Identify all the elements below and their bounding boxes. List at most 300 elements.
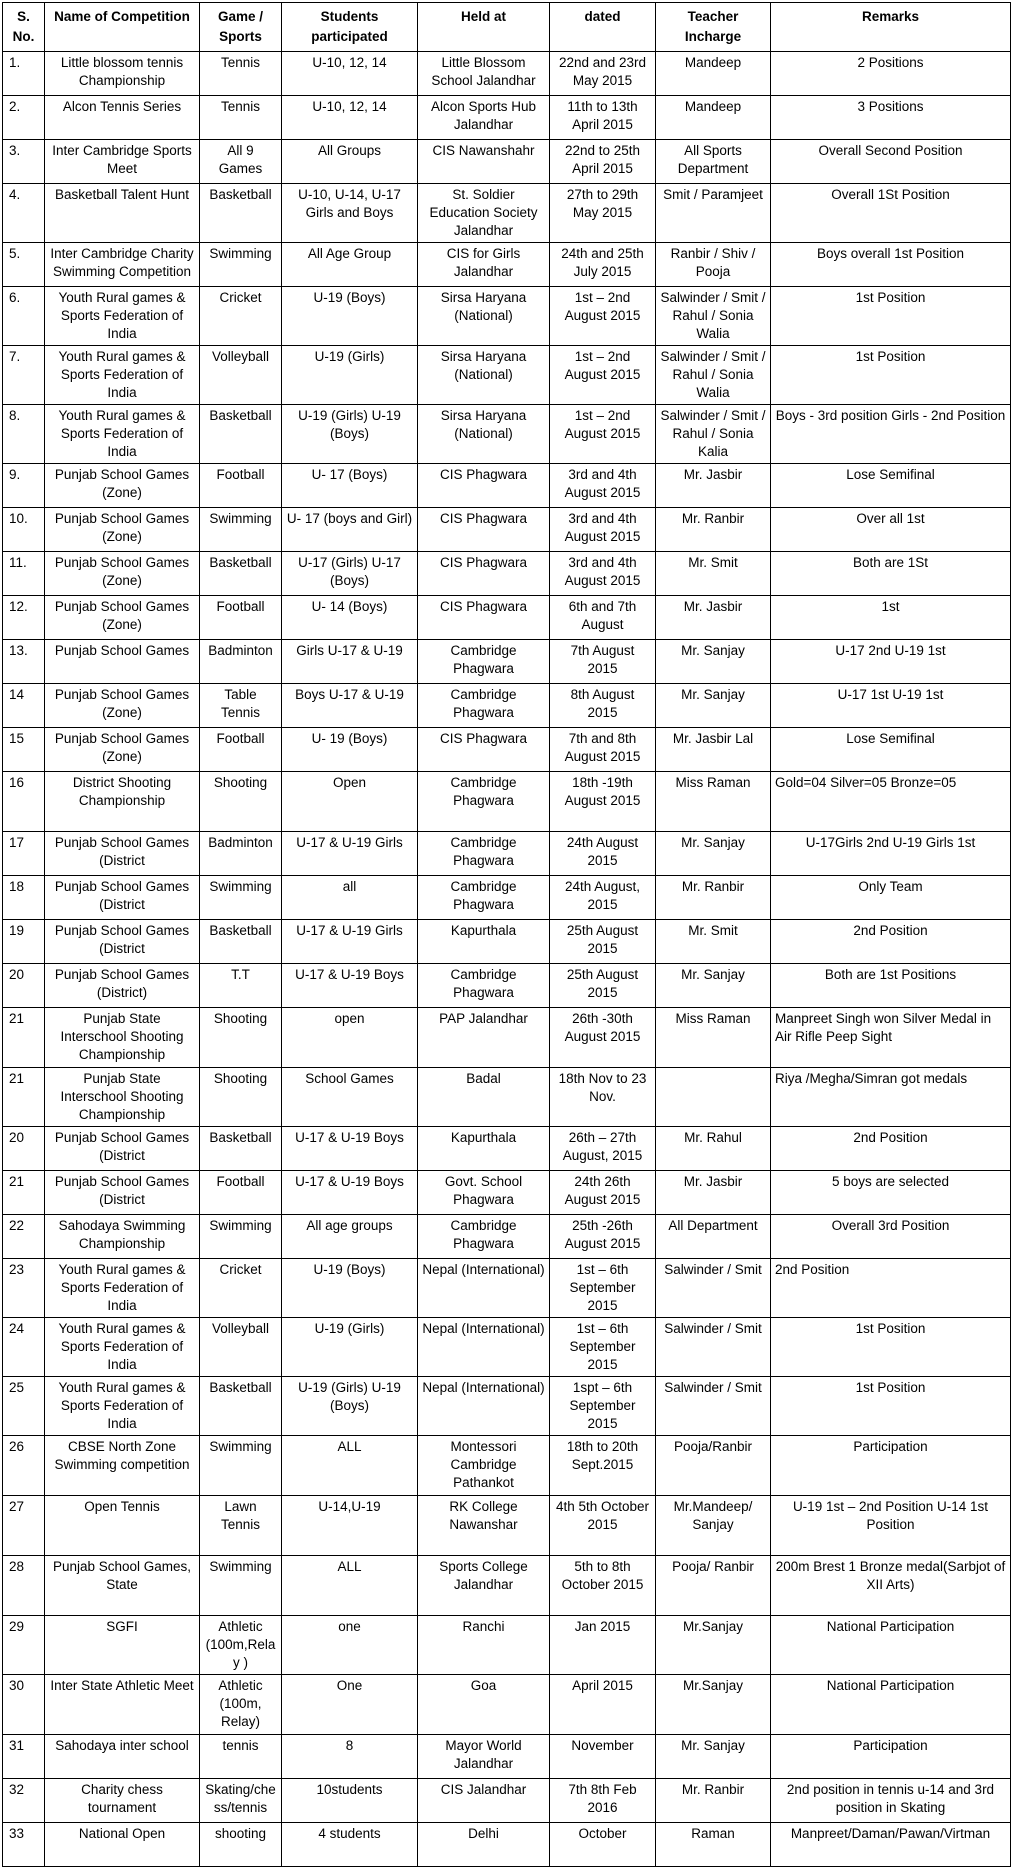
cell-sno: 3.: [3, 140, 45, 184]
cell-date: 1st – 2nd August 2015: [550, 405, 656, 464]
cell-date: 18th Nov to 23 Nov.: [550, 1068, 656, 1127]
cell-competition-name: District Shooting Championship: [45, 772, 200, 832]
cell-sno: 20: [3, 964, 45, 1008]
cell-remarks: Manpreet/Daman/Pawan/Virtman: [771, 1823, 1011, 1867]
cell-venue: Badal: [418, 1068, 550, 1127]
cell-students: U-17 & U-19 Boys: [282, 1127, 418, 1171]
cell-sno: 15: [3, 728, 45, 772]
cell-date: 25th August 2015: [550, 920, 656, 964]
cell-sno: 12.: [3, 596, 45, 640]
table-row: [3, 243, 1011, 287]
cell-competition-name: Punjab School Games (Zone): [45, 596, 200, 640]
table-row: [3, 1377, 1011, 1436]
cell-competition-name: Youth Rural games & Sports Federation of India: [45, 287, 200, 346]
table-row: [3, 772, 1011, 832]
cell-competition-name: Inter Cambridge Charity Swimming Competition: [45, 243, 200, 287]
cell-remarks: 2nd position in tennis u-14 and 3rd position in Skating: [771, 1779, 1011, 1823]
cell-venue: CIS Phagwara: [418, 464, 550, 508]
cell-competition-name: SGFI: [45, 1616, 200, 1675]
cell-sno: 17: [3, 832, 45, 876]
cell-competition-name: Punjab School Games (District: [45, 832, 200, 876]
table-row: [3, 876, 1011, 920]
cell-remarks: National Participation: [771, 1616, 1011, 1675]
cell-venue: Nepal (International): [418, 1377, 550, 1436]
cell-students: open: [282, 1008, 418, 1068]
cell-sno: 24: [3, 1318, 45, 1377]
header-cell: dated: [550, 3, 656, 52]
cell-remarks: 2nd Position: [771, 1259, 1011, 1318]
cell-remarks: 1st Position: [771, 346, 1011, 405]
cell-date: 6th and 7th August: [550, 596, 656, 640]
cell-game: Shooting: [200, 1068, 282, 1127]
cell-sno: 8.: [3, 405, 45, 464]
cell-sno: 11.: [3, 552, 45, 596]
cell-game: Swimming: [200, 1436, 282, 1496]
cell-sno: 14: [3, 684, 45, 728]
cell-game: Swimming: [200, 876, 282, 920]
table-row: [3, 1318, 1011, 1377]
cell-students: U-19 (Girls): [282, 346, 418, 405]
table-row: [3, 640, 1011, 684]
cell-students: Open: [282, 772, 418, 832]
cell-sno: 31: [3, 1735, 45, 1779]
cell-students: ALL: [282, 1436, 418, 1496]
cell-competition-name: Punjab School Games (District: [45, 1171, 200, 1215]
cell-students: U-10, U-14, U-17 Girls and Boys: [282, 184, 418, 243]
cell-teacher: Salwinder / Smit / Rahul / Sonia Walia: [656, 287, 771, 346]
cell-remarks: Lose Semifinal: [771, 728, 1011, 772]
cell-date: 7th August 2015: [550, 640, 656, 684]
cell-competition-name: Open Tennis: [45, 1496, 200, 1556]
cell-date: 4th 5th October 2015: [550, 1496, 656, 1556]
cell-competition-name: CBSE North Zone Swimming competition: [45, 1436, 200, 1496]
cell-teacher: All Sports Department: [656, 140, 771, 184]
cell-venue: CIS Nawanshahr: [418, 140, 550, 184]
cell-competition-name: Little blossom tennis Championship: [45, 52, 200, 96]
table-row: [3, 552, 1011, 596]
cell-venue: CIS for Girls Jalandhar: [418, 243, 550, 287]
cell-remarks: 200m Brest 1 Bronze medal(Sarbjot of XII Arts): [771, 1556, 1011, 1616]
cell-students: U-19 (Girls) U-19 (Boys): [282, 405, 418, 464]
cell-sno: 29: [3, 1616, 45, 1675]
cell-competition-name: Inter State Athletic Meet: [45, 1675, 200, 1735]
cell-remarks: Overall 1St Position: [771, 184, 1011, 243]
cell-students: U- 17 (boys and Girl): [282, 508, 418, 552]
table-row: [3, 1436, 1011, 1496]
cell-students: U-17 & U-19 Girls: [282, 832, 418, 876]
cell-venue: Ranchi: [418, 1616, 550, 1675]
cell-students: ALL: [282, 1556, 418, 1616]
cell-venue: Cambridge Phagwara: [418, 772, 550, 832]
table-row: [3, 1068, 1011, 1127]
cell-venue: Delhi: [418, 1823, 550, 1867]
cell-date: 25th August 2015: [550, 964, 656, 1008]
cell-sno: 19: [3, 920, 45, 964]
cell-teacher: Mr. Ranbir: [656, 876, 771, 920]
cell-venue: Cambridge Phagwara: [418, 876, 550, 920]
cell-game: Athletic (100m, Relay): [200, 1675, 282, 1735]
cell-game: Shooting: [200, 1008, 282, 1068]
cell-remarks: Manpreet Singh won Silver Medal in Air Rifle Peep Sight: [771, 1008, 1011, 1068]
cell-teacher: Mr. Jasbir Lal: [656, 728, 771, 772]
cell-competition-name: Sahodaya Swimming Championship: [45, 1215, 200, 1259]
cell-competition-name: Punjab School Games (District: [45, 1127, 200, 1171]
cell-remarks: 2 Positions: [771, 52, 1011, 96]
cell-sno: 2.: [3, 96, 45, 140]
cell-venue: Mayor World Jalandhar: [418, 1735, 550, 1779]
cell-teacher: Mr.Sanjay: [656, 1616, 771, 1675]
cell-teacher: All Department: [656, 1215, 771, 1259]
cell-competition-name: Punjab School Games: [45, 640, 200, 684]
cell-students: U-17 & U-19 Girls: [282, 920, 418, 964]
cell-students: U-17 (Girls) U-17 (Boys): [282, 552, 418, 596]
table-row: [3, 1171, 1011, 1215]
cell-competition-name: Inter Cambridge Sports Meet: [45, 140, 200, 184]
cell-competition-name: Punjab School Games (Zone): [45, 728, 200, 772]
cell-teacher: Pooja/ Ranbir: [656, 1556, 771, 1616]
cell-remarks: U-17Girls 2nd U-19 Girls 1st: [771, 832, 1011, 876]
table-row: [3, 1616, 1011, 1675]
cell-students: U-19 (Boys): [282, 287, 418, 346]
cell-sno: 22: [3, 1215, 45, 1259]
cell-date: 3rd and 4th August 2015: [550, 552, 656, 596]
cell-date: April 2015: [550, 1675, 656, 1735]
cell-teacher: Mandeep: [656, 96, 771, 140]
table-row: [3, 964, 1011, 1008]
cell-remarks: Boys - 3rd position Girls - 2nd Position: [771, 405, 1011, 464]
cell-teacher: Mr. Sanjay: [656, 964, 771, 1008]
cell-sno: 23: [3, 1259, 45, 1318]
cell-date: 8th August 2015: [550, 684, 656, 728]
cell-date: 26th -30th August 2015: [550, 1008, 656, 1068]
cell-venue: Nepal (International): [418, 1318, 550, 1377]
cell-students: U-10, 12, 14: [282, 96, 418, 140]
header-cell: Remarks: [771, 3, 1011, 52]
cell-game: Tennis: [200, 52, 282, 96]
cell-game: Swimming: [200, 243, 282, 287]
cell-sno: 1.: [3, 52, 45, 96]
table-row: [3, 1496, 1011, 1556]
cell-teacher: Pooja/Ranbir: [656, 1436, 771, 1496]
cell-remarks: National Participation: [771, 1675, 1011, 1735]
cell-game: Badminton: [200, 832, 282, 876]
cell-game: Cricket: [200, 287, 282, 346]
header-cell: Held at: [418, 3, 550, 52]
cell-teacher: Mr. Sanjay: [656, 832, 771, 876]
table-row: [3, 1259, 1011, 1318]
table-row: [3, 1675, 1011, 1735]
table-row: [3, 96, 1011, 140]
cell-venue: Little Blossom School Jalandhar: [418, 52, 550, 96]
cell-date: 1spt – 6th September 2015: [550, 1377, 656, 1436]
table-row: [3, 1779, 1011, 1823]
cell-teacher: Mr. Ranbir: [656, 1779, 771, 1823]
cell-venue: Cambridge Phagwara: [418, 1215, 550, 1259]
cell-game: Football: [200, 1171, 282, 1215]
table-row: [3, 684, 1011, 728]
cell-competition-name: Youth Rural games & Sports Federation of India: [45, 1259, 200, 1318]
cell-game: Basketball: [200, 1127, 282, 1171]
cell-game: Tennis: [200, 96, 282, 140]
cell-game: T.T: [200, 964, 282, 1008]
cell-remarks: Both are 1st Positions: [771, 964, 1011, 1008]
cell-teacher: Mr. Smit: [656, 920, 771, 964]
cell-teacher: Miss Raman: [656, 1008, 771, 1068]
sports-achievements-table: [2, 2, 1011, 1867]
table-row: [3, 464, 1011, 508]
cell-students: U-10, 12, 14: [282, 52, 418, 96]
cell-teacher: Mr. Jasbir: [656, 464, 771, 508]
table-row: [3, 140, 1011, 184]
cell-date: 24th August, 2015: [550, 876, 656, 920]
cell-remarks: 5 boys are selected: [771, 1171, 1011, 1215]
header-row: [3, 3, 1011, 52]
cell-competition-name: Punjab School Games (District): [45, 964, 200, 1008]
cell-date: 3rd and 4th August 2015: [550, 508, 656, 552]
cell-students: U- 19 (Boys): [282, 728, 418, 772]
cell-game: Athletic (100m,Relay ): [200, 1616, 282, 1675]
cell-venue: CIS Phagwara: [418, 596, 550, 640]
cell-teacher: Mr.Sanjay: [656, 1675, 771, 1735]
cell-competition-name: Alcon Tennis Series: [45, 96, 200, 140]
cell-game: Basketball: [200, 920, 282, 964]
cell-teacher: Mr. Jasbir: [656, 596, 771, 640]
cell-game: Basketball: [200, 1377, 282, 1436]
cell-competition-name: Punjab School Games (Zone): [45, 684, 200, 728]
cell-date: 24th 26th August 2015: [550, 1171, 656, 1215]
cell-competition-name: Punjab School Games (Zone): [45, 508, 200, 552]
cell-competition-name: Basketball Talent Hunt: [45, 184, 200, 243]
cell-date: 7th 8th Feb 2016: [550, 1779, 656, 1823]
cell-remarks: 1st Position: [771, 287, 1011, 346]
cell-sno: 25: [3, 1377, 45, 1436]
cell-game: Volleyball: [200, 1318, 282, 1377]
table-row: [3, 920, 1011, 964]
cell-venue: Kapurthala: [418, 920, 550, 964]
header-cell: Name of Competition: [45, 3, 200, 52]
cell-game: Cricket: [200, 1259, 282, 1318]
cell-competition-name: Punjab School Games (District: [45, 876, 200, 920]
cell-sno: 5.: [3, 243, 45, 287]
table-row: [3, 52, 1011, 96]
cell-students: U- 14 (Boys): [282, 596, 418, 640]
cell-remarks: Boys overall 1st Position: [771, 243, 1011, 287]
cell-teacher: Mandeep: [656, 52, 771, 96]
table-row: [3, 596, 1011, 640]
cell-students: Girls U-17 & U-19: [282, 640, 418, 684]
cell-game: Basketball: [200, 552, 282, 596]
cell-date: 22nd and 23rd May 2015: [550, 52, 656, 96]
table-row: [3, 832, 1011, 876]
cell-sno: 7.: [3, 346, 45, 405]
cell-sno: 21: [3, 1171, 45, 1215]
cell-competition-name: Youth Rural games & Sports Federation of India: [45, 1318, 200, 1377]
cell-remarks: 2nd Position: [771, 1127, 1011, 1171]
cell-date: 3rd and 4th August 2015: [550, 464, 656, 508]
cell-teacher: Ranbir / Shiv / Pooja: [656, 243, 771, 287]
cell-date: 25th -26th August 2015: [550, 1215, 656, 1259]
cell-remarks: 1st: [771, 596, 1011, 640]
cell-students: U-14,U-19: [282, 1496, 418, 1556]
cell-remarks: Riya /Megha/Simran got medals: [771, 1068, 1011, 1127]
cell-sno: 9.: [3, 464, 45, 508]
cell-remarks: Over all 1st: [771, 508, 1011, 552]
cell-venue: CIS Phagwara: [418, 552, 550, 596]
cell-game: Swimming: [200, 1215, 282, 1259]
cell-students: U-19 (Girls): [282, 1318, 418, 1377]
cell-competition-name: Punjab State Interschool Shooting Championship: [45, 1068, 200, 1127]
cell-remarks: 2nd Position: [771, 920, 1011, 964]
cell-game: Lawn Tennis: [200, 1496, 282, 1556]
cell-students: 8: [282, 1735, 418, 1779]
cell-date: 11th to 13th April 2015: [550, 96, 656, 140]
cell-students: All age groups: [282, 1215, 418, 1259]
cell-students: 10students: [282, 1779, 418, 1823]
cell-venue: Cambridge Phagwara: [418, 684, 550, 728]
cell-date: 26th – 27th August, 2015: [550, 1127, 656, 1171]
cell-sno: 18: [3, 876, 45, 920]
cell-venue: Sirsa Haryana (National): [418, 405, 550, 464]
cell-teacher: Smit / Paramjeet: [656, 184, 771, 243]
cell-sno: 4.: [3, 184, 45, 243]
table-row: [3, 1556, 1011, 1616]
cell-venue: St. Soldier Education Society Jalandhar: [418, 184, 550, 243]
cell-students: U-17 & U-19 Boys: [282, 964, 418, 1008]
cell-venue: PAP Jalandhar: [418, 1008, 550, 1068]
cell-venue: Sirsa Haryana (National): [418, 346, 550, 405]
cell-sno: 28: [3, 1556, 45, 1616]
cell-venue: CIS Phagwara: [418, 728, 550, 772]
cell-venue: Kapurthala: [418, 1127, 550, 1171]
table-row: [3, 184, 1011, 243]
cell-date: 5th to 8th October 2015: [550, 1556, 656, 1616]
cell-students: all: [282, 876, 418, 920]
cell-teacher: Mr. Rahul: [656, 1127, 771, 1171]
cell-remarks: Overall Second Position: [771, 140, 1011, 184]
cell-date: 18th -19th August 2015: [550, 772, 656, 832]
cell-students: U-19 (Boys): [282, 1259, 418, 1318]
table-row: [3, 508, 1011, 552]
cell-date: 1st – 6th September 2015: [550, 1259, 656, 1318]
table-row: [3, 728, 1011, 772]
cell-venue: Nepal (International): [418, 1259, 550, 1318]
cell-teacher: Raman: [656, 1823, 771, 1867]
header-cell: Students participated: [282, 3, 418, 52]
cell-venue: Sports College Jalandhar: [418, 1556, 550, 1616]
cell-teacher: Mr. Smit: [656, 552, 771, 596]
cell-venue: Sirsa Haryana (National): [418, 287, 550, 346]
cell-sno: 26: [3, 1436, 45, 1496]
cell-remarks: U-17 1st U-19 1st: [771, 684, 1011, 728]
cell-game: All 9 Games: [200, 140, 282, 184]
cell-students: All Age Group: [282, 243, 418, 287]
cell-remarks: Only Team: [771, 876, 1011, 920]
cell-date: 7th and 8th August 2015: [550, 728, 656, 772]
cell-game: Basketball: [200, 184, 282, 243]
cell-sno: 20: [3, 1127, 45, 1171]
cell-sno: 30: [3, 1675, 45, 1735]
cell-game: Shooting: [200, 772, 282, 832]
cell-remarks: 1st Position: [771, 1318, 1011, 1377]
cell-teacher: Salwinder / Smit: [656, 1318, 771, 1377]
cell-remarks: U-19 1st – 2nd Position U-14 1st Position: [771, 1496, 1011, 1556]
cell-date: 1st – 6th September 2015: [550, 1318, 656, 1377]
cell-game: Swimming: [200, 1556, 282, 1616]
cell-sno: 32: [3, 1779, 45, 1823]
cell-sno: 21: [3, 1068, 45, 1127]
cell-date: 22nd to 25th April 2015: [550, 140, 656, 184]
cell-remarks: Participation: [771, 1436, 1011, 1496]
table-body: [3, 52, 1011, 1867]
header-cell: Teacher Incharge: [656, 3, 771, 52]
cell-teacher: Salwinder / Smit / Rahul / Sonia Kalia: [656, 405, 771, 464]
cell-remarks: 3 Positions: [771, 96, 1011, 140]
cell-competition-name: National Open: [45, 1823, 200, 1867]
cell-sno: 33: [3, 1823, 45, 1867]
cell-teacher: Mr. Sanjay: [656, 684, 771, 728]
cell-game: Football: [200, 464, 282, 508]
cell-teacher: [656, 1068, 771, 1127]
cell-teacher: Salwinder / Smit / Rahul / Sonia Walia: [656, 346, 771, 405]
cell-date: October: [550, 1823, 656, 1867]
cell-remarks: Lose Semifinal: [771, 464, 1011, 508]
cell-date: 1st – 2nd August 2015: [550, 346, 656, 405]
cell-game: shooting: [200, 1823, 282, 1867]
cell-teacher: Mr. Sanjay: [656, 640, 771, 684]
cell-venue: Cambridge Phagwara: [418, 964, 550, 1008]
cell-teacher: Miss Raman: [656, 772, 771, 832]
cell-venue: Govt. School Phagwara: [418, 1171, 550, 1215]
cell-competition-name: Sahodaya inter school: [45, 1735, 200, 1779]
cell-game: Badminton: [200, 640, 282, 684]
cell-competition-name: Punjab School Games (Zone): [45, 464, 200, 508]
cell-students: U- 17 (Boys): [282, 464, 418, 508]
cell-sno: 21: [3, 1008, 45, 1068]
cell-venue: Goa: [418, 1675, 550, 1735]
cell-sno: 10.: [3, 508, 45, 552]
cell-students: 4 students: [282, 1823, 418, 1867]
cell-competition-name: Punjab School Games (District: [45, 920, 200, 964]
cell-students: One: [282, 1675, 418, 1735]
cell-teacher: Mr.Mandeep/ Sanjay: [656, 1496, 771, 1556]
cell-sno: 27: [3, 1496, 45, 1556]
cell-students: All Groups: [282, 140, 418, 184]
cell-remarks: Participation: [771, 1735, 1011, 1779]
cell-students: School Games: [282, 1068, 418, 1127]
cell-date: 18th to 20th Sept.2015: [550, 1436, 656, 1496]
cell-competition-name: Charity chess tournament: [45, 1779, 200, 1823]
cell-date: Jan 2015: [550, 1616, 656, 1675]
cell-students: U-19 (Girls) U-19 (Boys): [282, 1377, 418, 1436]
table-row: [3, 1823, 1011, 1867]
table-row: [3, 1215, 1011, 1259]
cell-students: U-17 & U-19 Boys: [282, 1171, 418, 1215]
cell-competition-name: Youth Rural games & Sports Federation of India: [45, 1377, 200, 1436]
cell-game: Basketball: [200, 405, 282, 464]
cell-remarks: 1st Position: [771, 1377, 1011, 1436]
cell-remarks: Both are 1St: [771, 552, 1011, 596]
cell-game: tennis: [200, 1735, 282, 1779]
cell-remarks: Gold=04 Silver=05 Bronze=05: [771, 772, 1011, 832]
cell-teacher: Salwinder / Smit: [656, 1259, 771, 1318]
cell-game: Football: [200, 596, 282, 640]
cell-students: one: [282, 1616, 418, 1675]
cell-venue: CIS Jalandhar: [418, 1779, 550, 1823]
cell-competition-name: Punjab School Games, State: [45, 1556, 200, 1616]
cell-remarks: Overall 3rd Position: [771, 1215, 1011, 1259]
cell-game: Table Tennis: [200, 684, 282, 728]
cell-competition-name: Youth Rural games & Sports Federation of India: [45, 405, 200, 464]
